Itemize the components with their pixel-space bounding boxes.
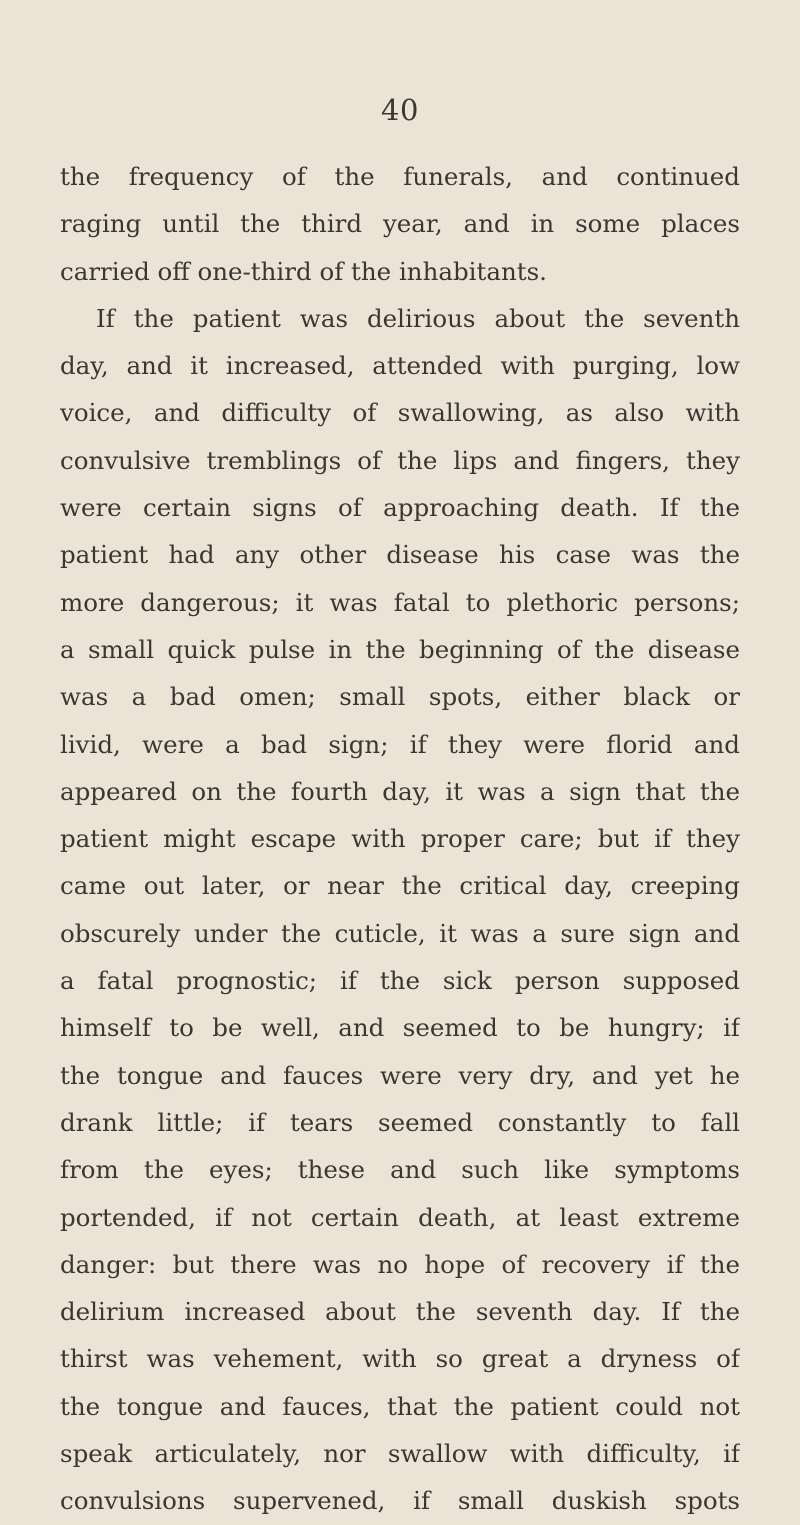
text-line: himself to be well, and seemed to be hungry; if	[60, 1013, 740, 1043]
text-line: raging until the third year, and in some places	[60, 209, 740, 239]
text-line: patient had any other disease his case was the	[60, 540, 740, 570]
text-line: convulsions supervened, if small duskish spots	[60, 1486, 740, 1516]
text-line: speak articulately, nor swallow with difficulty, if	[60, 1439, 740, 1469]
text-line: a small quick pulse in the beginning of the disease	[60, 634, 740, 664]
text-line: portended, if not certain death, at least extreme	[60, 1202, 740, 1232]
text-line: obscurely under the cuticle, it was a sure sign and	[60, 918, 740, 948]
text-line: the tongue and fauces were very dry, and yet he	[60, 1060, 740, 1090]
text-line: the frequency of the funerals, and continued	[60, 162, 740, 191]
page-number: 40	[381, 93, 419, 127]
text-line: were certain signs of approaching death. If the	[60, 493, 740, 523]
text-line: voice, and difficulty of swallowing, as also with	[60, 398, 740, 428]
text-line: patient might escape with proper care; but if they	[60, 824, 740, 854]
text-line: came out later, or near the critical day, creeping	[60, 871, 740, 901]
text-line: the tongue and fauces, that the patient could not	[60, 1391, 740, 1421]
text-line: day, and it increased, attended with purging, low	[60, 351, 740, 381]
text-line: carried off one-third of the inhabitants.	[60, 256, 547, 286]
body-text	[60, 153, 740, 1525]
text-line: from the eyes; these and such like symptoms	[60, 1155, 740, 1185]
text-line: danger: but there was no hope of recovery if the	[60, 1249, 740, 1279]
text-line: delirium increased about the seventh day. If the	[60, 1297, 740, 1327]
text-line: was a bad omen; small spots, either black or	[60, 682, 740, 712]
text-line: appeared on the fourth day, it was a sign that the	[60, 776, 740, 806]
text-line: more dangerous; it was fatal to plethoric persons;	[60, 587, 740, 617]
text-line: convulsive tremblings of the lips and fingers, they	[60, 445, 740, 475]
text-line: drank little; if tears seemed constantly to fall	[60, 1107, 740, 1137]
text-line: a fatal prognostic; if the sick person supposed	[60, 966, 740, 996]
text-line: thirst was vehement, with so great a dryness of	[60, 1344, 740, 1374]
paragraph-start-line: If the patient was delirious about the seventh	[96, 303, 740, 333]
text-line: livid, were a bad sign; if they were florid and	[60, 729, 740, 759]
